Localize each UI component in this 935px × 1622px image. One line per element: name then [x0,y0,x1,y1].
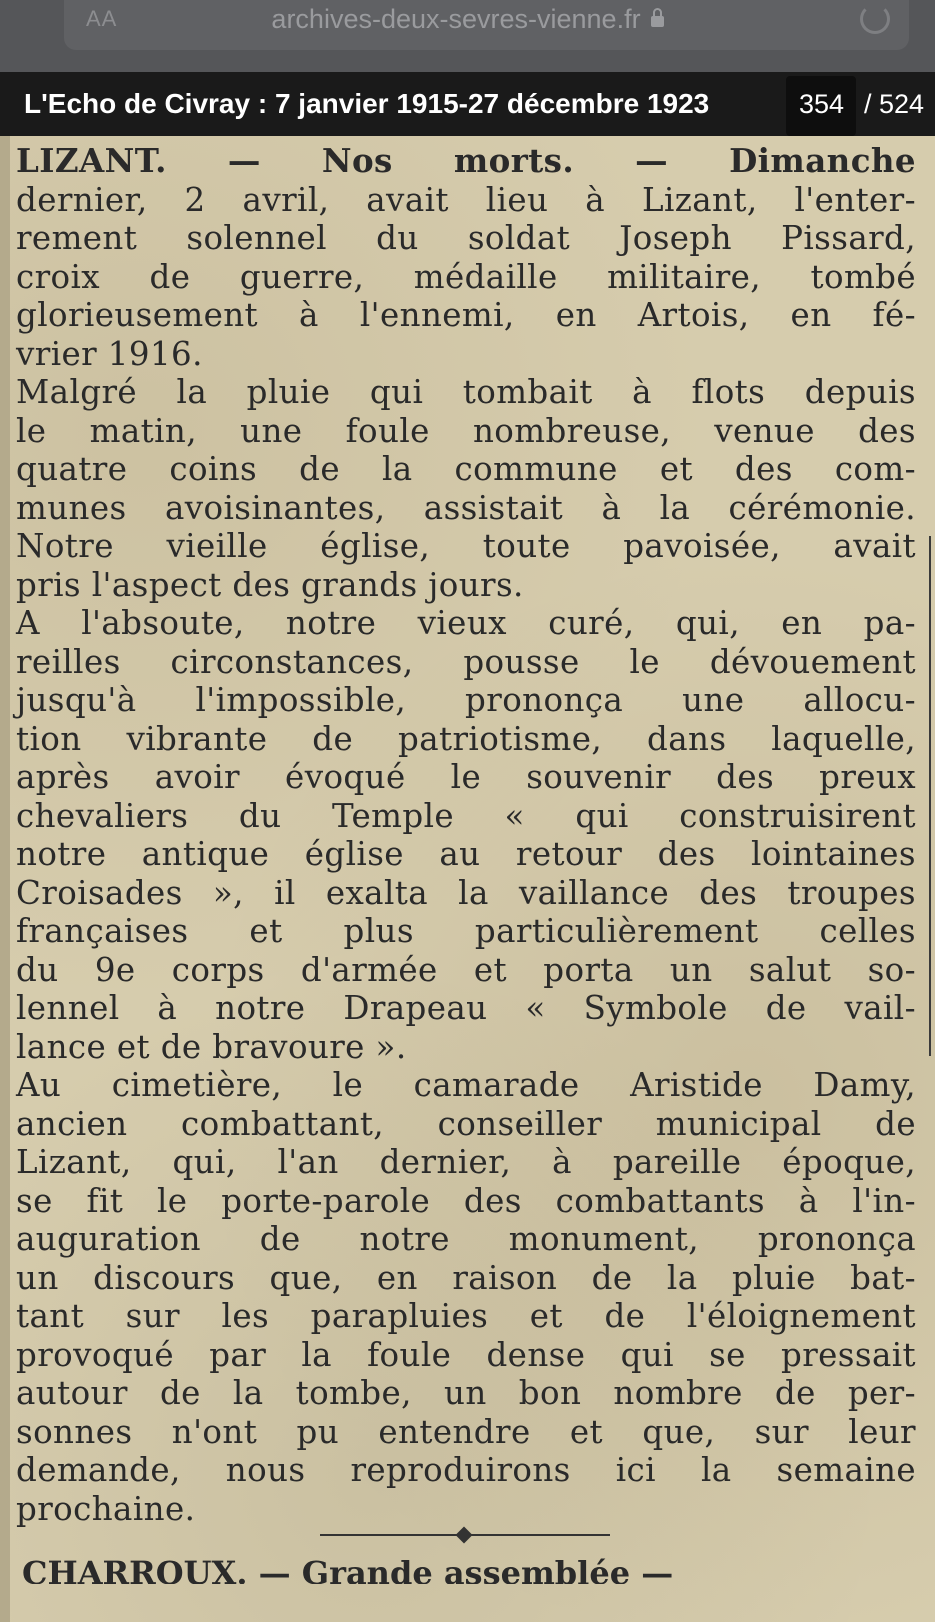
article-line: Malgré la pluie qui tombait à flots depuis [16,373,916,411]
article-line: ancien combattant, conseiller municipal de [16,1104,916,1143]
article-line: jusqu'à l'impossible, prononça une allocu- [16,681,916,719]
article-line: après avoir évoqué le souvenir des preux [16,758,916,796]
article-line: vrier 1916. [16,334,203,373]
page-edge [0,136,10,1622]
lock-icon [651,16,664,27]
article-line: Notre vieille église, toute pavoisée, avait [16,527,916,565]
article-line: munes avoisinantes, assistait à la cérémonie. [16,488,916,527]
article-line: pris l'aspect des grands jours. [16,565,524,604]
browser-address-bar [0,0,935,72]
article-line: Lizant, qui, l'an dernier, à pareille époque, [16,1143,916,1181]
next-article-heading: CHARROUX. — Grande assemblée — [22,1554,674,1584]
article-line: Au cimetière, le camarade Aristide Damy, [16,1066,916,1104]
article-text [16,142,916,1528]
article-line: le matin, une foule nombreuse, venue des [16,411,916,450]
article-line: chevaliers du Temple « qui construisirent [16,796,916,835]
article-line: françaises et plus particulièrement celles [16,912,916,950]
column-rule [929,536,931,1056]
article-line: tion vibrante de patriotisme, dans laquelle, [16,719,916,758]
article-line: dernier, 2 avril, avait lieu à Lizant, l'enter- [16,180,916,219]
article-line: quatre coins de la commune et des com- [16,450,916,488]
article-line: croix de guerre, médaille militaire, tombé [16,257,916,296]
total-pages: / 524 [864,89,925,119]
article-line: prochaine. [16,1489,196,1528]
document-title: L'Echo de Civray : 7 janvier 1915-27 décembre 1923 [24,88,710,119]
article-line: auguration de notre monument, prononça [16,1220,916,1258]
article-line: Croisades », il exalta la vaillance des troupes [16,873,916,912]
article-line: reilles circonstances, pousse le dévouement [16,642,916,681]
url-text: archives-deux-sevres-vienne.fr [271,4,641,34]
article-line: notre antique église au retour des lointaines [16,835,916,873]
article-line: lennel à notre Drapeau « Symbole de vail- [16,989,916,1027]
article-line: demande, nous reproduirons ici la semaine [16,1451,916,1489]
article-line: du 9e corps d'armée et porta un salut so- [16,950,916,989]
article-line: rement solennel du soldat Joseph Pissard, [16,219,916,257]
scanned-page[interactable] [0,136,935,1622]
viewer-title-bar [0,72,935,136]
reload-icon[interactable] [860,4,890,34]
reader-mode-button[interactable]: AA [86,6,118,31]
article-line: sonnes n'ont pu entendre et que, sur leur [16,1412,916,1451]
article-line: provoqué par la foule dense qui se pressait [16,1335,916,1374]
article-line: autour de la tombe, un bon nombre de per- [16,1374,916,1412]
current-page-input[interactable]: 354 [799,89,845,119]
article-line: glorieusement à l'ennemi, en Artois, en fé- [16,296,916,334]
article-line: lance et de bravoure ». [16,1027,407,1066]
article-line: un discours que, en raison de la pluie bat- [16,1258,916,1297]
article-line: tant sur les parapluies et de l'éloignement [16,1297,916,1335]
article-line: A l'absoute, notre vieux curé, qui, en pa- [16,604,916,642]
article-line: se fit le porte-parole des combattants à l'in- [16,1181,916,1220]
article-line: LIZANT. — Nos morts. — Dimanche [16,141,916,180]
url-display[interactable] [0,4,935,35]
